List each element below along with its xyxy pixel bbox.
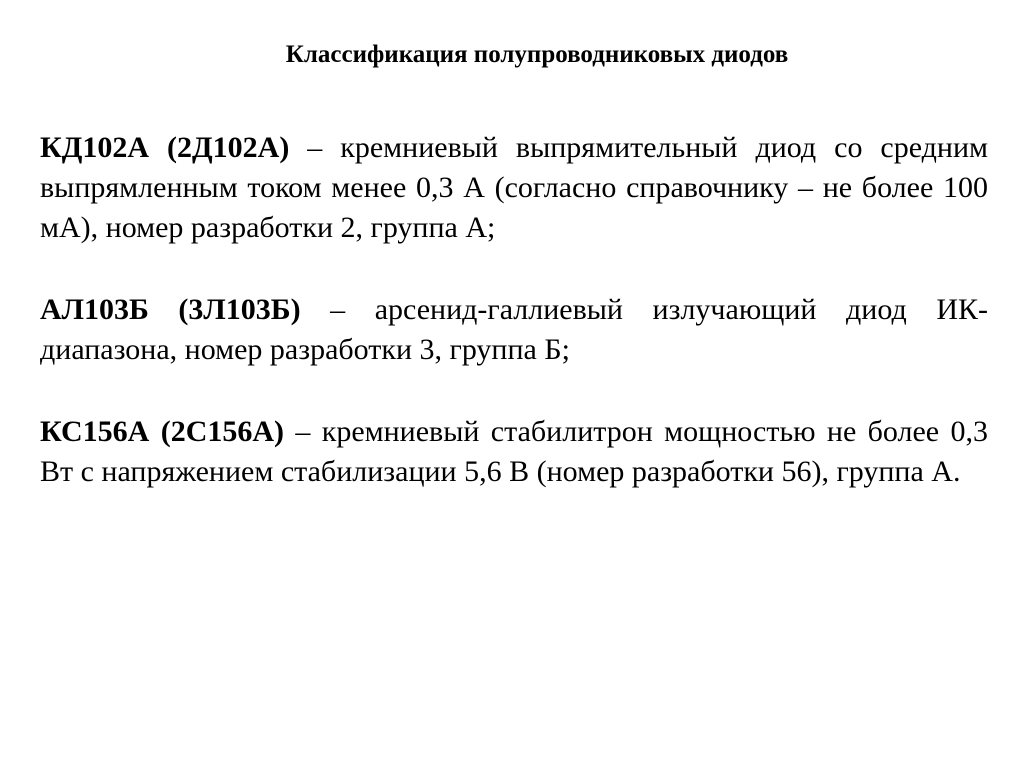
diode-entry-al103b [40,290,988,370]
content-body [40,128,988,534]
diode-description: – кремниевый стабилитрон мощностью не более 0,3 Вт с напряжением стабилизации 5,6 В (номер разработки 56), группа А. [40,415,988,488]
diode-code: КД102А (2Д102А) [40,131,290,164]
diode-entry-kd102a [40,128,988,248]
diode-description: – арсенид-галлиевый излучающий диод ИК-диапазона, номер разработки 3, группа Б; [40,293,988,366]
diode-code: КС156А (2С156А) [40,415,285,448]
diode-entry-ks156a [40,412,988,492]
diode-code: АЛ103Б (3Л103Б) [40,293,301,326]
page-title: Классификация полупроводниковых диодов [285,41,789,68]
diode-description: – кремниевый выпрямительный диод со средним выпрямленным током менее 0,3 А (согласно справочнику – не более 100 мА), номер разработки 2, группа А; [40,131,989,244]
